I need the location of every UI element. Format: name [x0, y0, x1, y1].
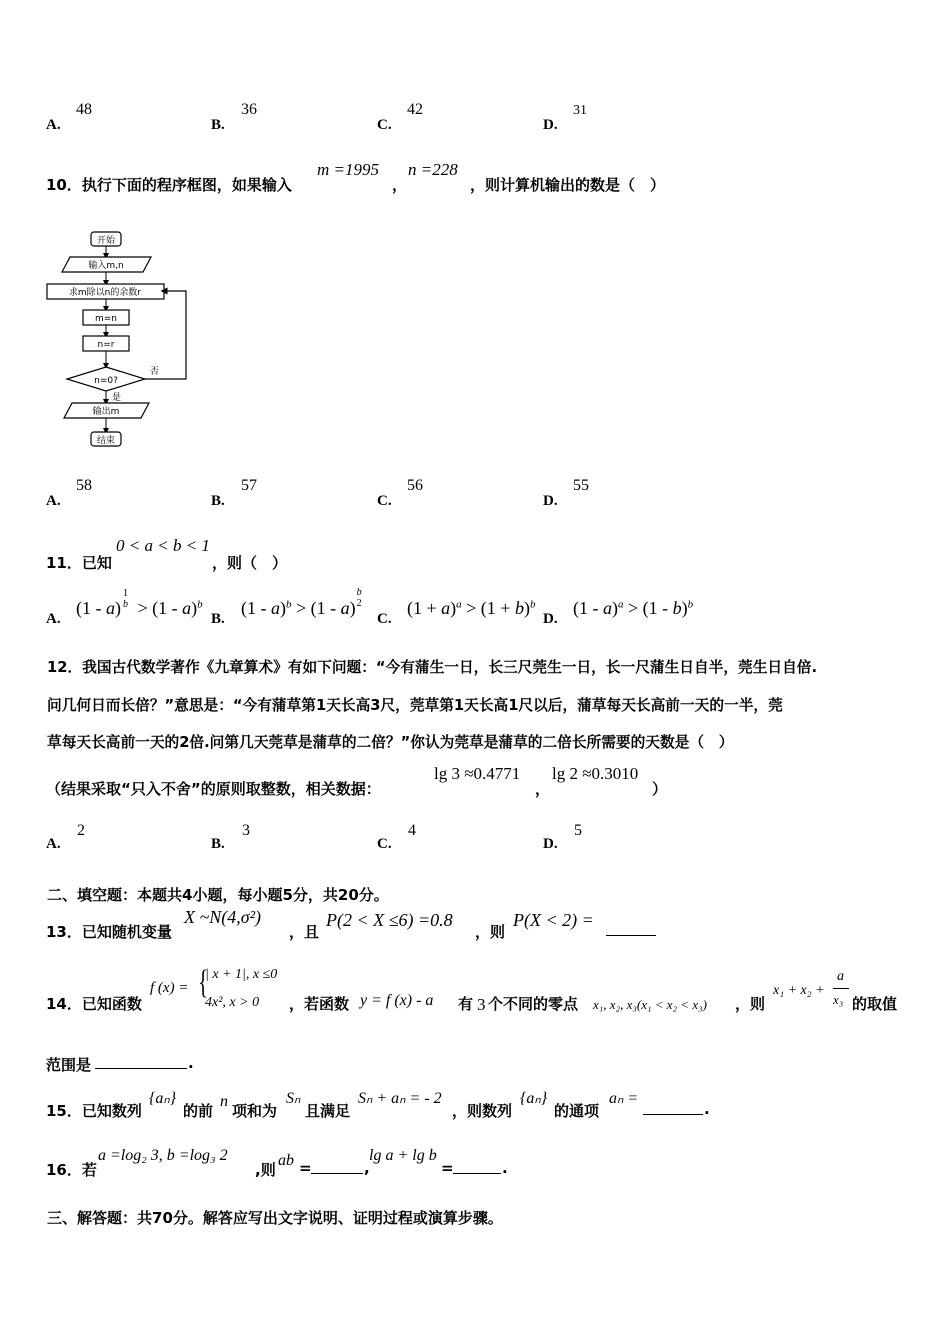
q9-option-a-label: A.: [46, 117, 61, 133]
flow-output-text: 输出m: [92, 407, 120, 417]
q12-line-1: 12．我国古代数学著作《九章算术》有如下问题：“今有蒲生一日，长三尺莞生一日，长一尺蒲生日自半，莞生日自倍.: [47, 659, 818, 676]
q12-option-c-value: 4: [408, 822, 416, 839]
q11-condition: 0 < a < b < 1: [116, 536, 210, 555]
q16-eq-2: =: [441, 1159, 454, 1177]
q14-expr-den: x₃: [833, 992, 844, 1007]
q11-option-d-label: D.: [543, 611, 558, 627]
q11-option-c-label: C.: [377, 611, 392, 627]
q16-lg-expr: lg a + lg b: [369, 1147, 437, 1164]
q14-case-2: 4x², x > 0: [205, 995, 260, 1010]
q14-suffix: 的取值: [852, 995, 898, 1013]
q15-end: .: [704, 1100, 710, 1118]
q10-option-d-value: 55: [573, 477, 589, 494]
q12-line-2: 问几何日而长倍？”意思是：“今有蒲草第1天长高3尺，莞草第1天长高1尺以后，蒲草每天长高前一天的一半，莞: [47, 697, 783, 714]
q16-definition: a =log₂ 3, b =log₃ 2: [98, 1147, 228, 1164]
q14-g: y = f (x) - a: [360, 992, 434, 1009]
q14-end: .: [188, 1054, 194, 1072]
q12-lg3: lg 3 ≈0.4771: [434, 764, 521, 783]
q9-option-d-label: D.: [543, 117, 558, 133]
q10-option-b-label: B.: [211, 493, 225, 509]
q16-prefix: 16．若: [46, 1161, 97, 1179]
q15-mid-3: 且满足: [305, 1102, 351, 1120]
q14-mid-1: ，若函数: [289, 995, 350, 1013]
q16-end: .: [502, 1159, 508, 1177]
q13-mid: ，且: [289, 923, 320, 941]
q14-mid-3: 个不同的零点: [488, 995, 579, 1013]
q12-lg2: lg 2 ≈0.3010: [552, 764, 639, 783]
q12-line-4-prefix: （结果采取“只入不舍”的原则取整数，相关数据：: [46, 780, 381, 798]
q13-prefix: 13．已知随机变量: [46, 923, 172, 941]
q14-line-2: 范围是: [46, 1056, 92, 1074]
q10-sep: ，: [392, 176, 408, 194]
q16-sep: ,: [364, 1159, 370, 1177]
q14-expr-num: a: [837, 969, 844, 984]
q10-option-c-label: C.: [377, 493, 392, 509]
flow-end-text: 结束: [96, 436, 116, 446]
q9-option-c-label: C.: [377, 117, 392, 133]
q12-line-3: 草每天长高前一天的2倍.问第几天莞草是蒲草的二倍？”你认为莞草是蒲草的二倍长所需要的天数是（ ）: [47, 734, 734, 751]
q16-ab: ab: [278, 1152, 294, 1169]
q9-option-a-value: 48: [76, 101, 92, 118]
q11-option-a-label: A.: [46, 611, 61, 627]
q16-mid-1: ,则: [255, 1161, 276, 1179]
q15-mid-2: 项和为: [232, 1102, 278, 1120]
q11-option-d-expr: (1 - a)$^a$ > (1 - b)$^b$: [573, 598, 694, 618]
q13-ask: P(X < 2) =: [513, 910, 594, 930]
q15-mid-4: ，则数列: [452, 1102, 513, 1120]
q10-prefix: 10．执行下面的程序框图，如果输入: [46, 176, 292, 194]
q12-option-a-value: 2: [77, 822, 85, 839]
q11-suffix: ，则（ ）: [212, 554, 288, 572]
q14-f-lhs: f (x) =: [150, 980, 189, 996]
q10-option-d-label: D.: [543, 493, 558, 509]
q11-option-a-expr: (1 - a) 1 b > (1 - a)$^b$: [76, 588, 203, 618]
q11-option-b-label: B.: [211, 611, 225, 627]
q10-n-expr: n =228: [408, 160, 458, 179]
q14-mid-2: 有: [458, 995, 474, 1013]
q9-option-b-label: B.: [211, 117, 225, 133]
q13-probability: P(2 < X ≤6) =0.8: [326, 910, 453, 930]
q12-option-c-label: C.: [377, 836, 392, 852]
q14-mid-4: ，则: [735, 995, 766, 1013]
q13-answer-blank[interactable]: [606, 921, 656, 936]
q13-mid2: ，则: [475, 923, 506, 941]
q10-option-b-value: 57: [241, 477, 257, 494]
flow-condition-text: n=0?: [94, 376, 118, 386]
q15-sn: Sₙ: [286, 1090, 301, 1107]
q14-count: 3: [477, 995, 486, 1014]
q14-fraction-bar: [833, 988, 849, 989]
q11-prefix: 11．已知: [46, 554, 112, 572]
q15-seq: {aₙ}: [149, 1090, 177, 1107]
q15-seq-2: {aₙ}: [520, 1090, 548, 1107]
q15-mid-1: 的前: [183, 1102, 214, 1120]
q10-flowchart: [40, 228, 200, 452]
q12-option-d-value: 5: [574, 822, 582, 839]
q11-option-c-expr: $(1 + a)^a > (1 + b)^b$: [407, 598, 536, 618]
q14-case-1: | x + 1|, x ≤0: [205, 967, 278, 982]
flow-no-label: 否: [150, 367, 160, 377]
q9-option-b-value: 36: [241, 101, 257, 118]
q16-eq-1: =: [299, 1159, 312, 1177]
q14-answer-blank[interactable]: [95, 1054, 187, 1069]
q13-distribution: X ~N(4,σ²): [184, 907, 262, 927]
q16-answer-blank-1[interactable]: [311, 1159, 363, 1174]
q10-option-c-value: 56: [407, 477, 423, 494]
q10-option-a-value: 58: [76, 477, 92, 494]
q10-option-a-label: A.: [46, 493, 61, 509]
q15-equation: Sₙ + aₙ = - 2: [358, 1090, 442, 1107]
q12-option-a-label: A.: [46, 836, 61, 852]
q15-n: n: [220, 1093, 228, 1110]
q14-brace: {: [198, 964, 209, 1001]
q15-mid-5: 的通项: [554, 1102, 600, 1120]
q12-line-4-suffix: ）: [652, 780, 668, 798]
q12-option-b-label: B.: [211, 836, 225, 852]
flow-start-text: 开始: [96, 236, 116, 246]
q14-expr-lead: x₁ + x₂ +: [773, 983, 825, 998]
q10-suffix: ，则计算机输出的数是（ ）: [470, 176, 666, 194]
q14-prefix: 14．已知函数: [46, 995, 142, 1013]
q12-option-d-label: D.: [543, 836, 558, 852]
q14-zeros: x₁, x₂, x₃(x₁ < x₂ < x₃): [593, 997, 707, 1012]
section-2-title: 二、填空题：本题共4小题，每小题5分，共20分。: [47, 886, 389, 904]
flow-assign-m-text: m=n: [94, 314, 118, 324]
q15-an: aₙ =: [609, 1090, 639, 1107]
q11-option-b-expr: (1 - a)$^b$ > (1 - a) b 2: [241, 587, 362, 618]
q9-option-c-value: 42: [407, 101, 423, 118]
q16-answer-blank-2[interactable]: [453, 1159, 501, 1174]
q12-option-b-value: 3: [242, 822, 250, 839]
flow-input-text: 输入m,n: [88, 261, 124, 271]
q12-sep: ，: [535, 780, 551, 798]
q15-answer-blank[interactable]: [643, 1100, 703, 1115]
q10-m-expr: m =1995: [317, 160, 379, 179]
q9-option-d-value: 31: [573, 103, 587, 118]
flow-yes-label: 是: [112, 393, 122, 403]
section-3-title: 三、解答题：共70分。解答应写出文字说明、证明过程或演算步骤。: [47, 1209, 503, 1227]
q15-prefix: 15．已知数列: [46, 1102, 142, 1120]
flow-assign-n-text: n=r: [97, 340, 115, 350]
flow-remainder-text: 求m除以n的余数r: [68, 288, 142, 298]
